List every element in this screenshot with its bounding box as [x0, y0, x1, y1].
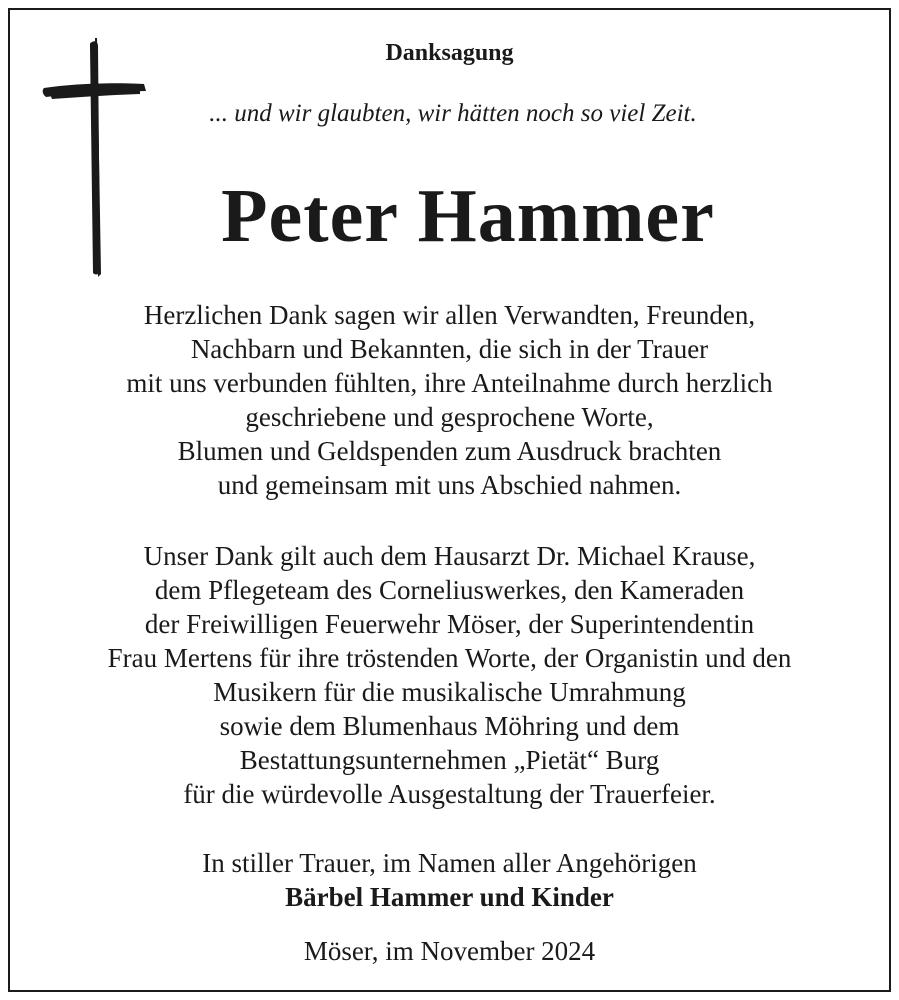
text-line: Blumen und Geldspenden zum Ausdruck brachten	[177, 436, 722, 466]
text-line: dem Pflegeteam des Corneliuswerkes, den Kameraden	[154, 575, 745, 605]
text-line: mit uns verbunden fühlten, ihre Anteilnahme durch herzlich	[126, 368, 773, 398]
text-line: sowie dem Blumenhaus Möhring und dem	[219, 711, 680, 741]
notice-heading: Danksagung	[385, 40, 514, 66]
thanks-paragraph	[10, 298, 889, 502]
deceased-name: Peter Hammer	[221, 174, 715, 258]
text-line: der Freiwilligen Feuerwehr Möser, der Superintendentin	[144, 609, 755, 639]
text-line: Frau Mertens für ihre tröstenden Worte, der Organistin und den	[107, 643, 792, 673]
obituary-notice	[8, 8, 891, 992]
text-line: und gemeinsam mit uns Abschied nahmen.	[217, 470, 682, 500]
closing-line: In stiller Trauer, im Namen aller Angehörigen	[202, 848, 697, 878]
notice-quote: ... und wir glaubten, wir hätten noch so viel Zeit.	[209, 100, 697, 127]
text-line: geschriebene und gesprochene Worte,	[245, 402, 654, 432]
text-line: Herzlichen Dank sagen wir allen Verwandten, Freunden,	[143, 300, 756, 330]
text-line: Musikern für die musikalische Umrahmung	[213, 677, 686, 707]
closing-block	[10, 846, 889, 914]
acknowledgements-paragraph	[10, 539, 889, 811]
text-line: Nachbarn und Bekannten, die sich in der Trauer	[190, 334, 709, 364]
text-line: Bestattungsunternehmen „Pietät“ Burg	[239, 745, 660, 775]
text-line: Unser Dank gilt auch dem Hausarzt Dr. Michael Krause,	[143, 541, 756, 571]
place-date: Möser, im November 2024	[303, 936, 596, 966]
text-line: für die würdevolle Ausgestaltung der Trauerfeier.	[183, 779, 716, 809]
signers: Bärbel Hammer und Kinder	[285, 882, 614, 912]
